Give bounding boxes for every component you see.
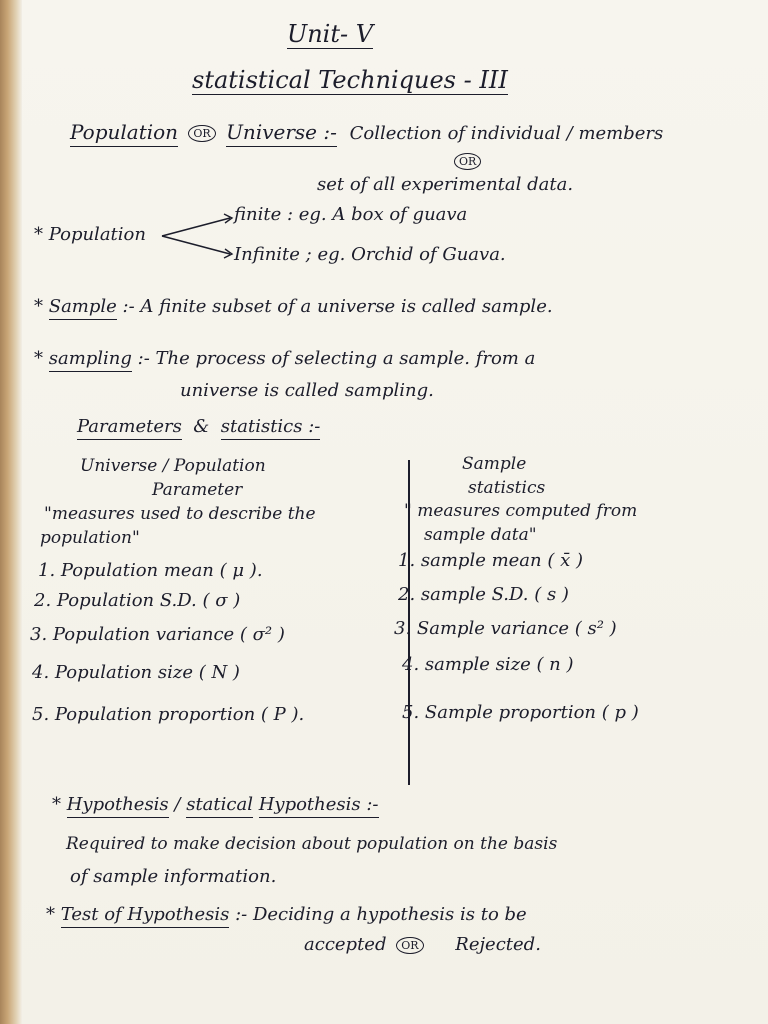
- test-def-line1: :- Deciding a hypothesis is to be: [235, 904, 527, 925]
- right-item-3: 3. Sample variance ( s² ): [394, 618, 617, 639]
- population-def-line2: set of all experimental data.: [317, 174, 574, 195]
- hypothesis-heading: * Hypothesis / statical Hypothesis :-: [52, 796, 379, 814]
- population-definition-line: [70, 122, 663, 143]
- right-heading-2: statistics: [468, 478, 546, 498]
- left-item-5: 5. Population proportion ( P ).: [32, 704, 305, 725]
- right-quote-line2: sample data": [424, 525, 537, 545]
- left-item-3: 3. Population variance ( σ² ): [30, 624, 285, 645]
- left-heading-1: Universe / Population: [80, 456, 266, 476]
- branch-arrows: [160, 206, 240, 266]
- hypothesis-line2: of sample information.: [70, 866, 277, 887]
- or-circle: OR: [188, 125, 215, 142]
- left-item-4: 4. Population size ( N ): [32, 662, 240, 683]
- test-hypothesis-line2: [304, 936, 541, 954]
- sampling-def-line1: :- The process of selecting a sample. from a: [137, 348, 536, 369]
- sample-definition: * Sample :- A finite subset of a universe is called sample.: [34, 298, 553, 316]
- rejected-word: Rejected.: [455, 934, 541, 955]
- right-item-2: 2. sample S.D. ( s ): [398, 584, 569, 605]
- right-item-4: 4. sample size ( n ): [402, 654, 574, 675]
- population-term: Population: [70, 120, 178, 147]
- infinite-example: Infinite ; eg. Orchid of Guava.: [234, 244, 506, 265]
- left-heading-2: Parameter: [152, 480, 243, 500]
- hypothesis-line1: Required to make decision about population on the basis: [66, 834, 558, 854]
- left-item-2: 2. Population S.D. ( σ ): [34, 590, 241, 611]
- test-hypothesis-line1: * Test of Hypothesis :- Deciding a hypothesis is to be: [46, 906, 527, 924]
- params-stats-heading: [77, 418, 320, 436]
- accepted-word: accepted: [304, 934, 387, 955]
- sample-term: Sample: [49, 296, 117, 320]
- right-quote-line1: " measures computed from: [404, 501, 638, 521]
- left-quote-line2: population": [40, 528, 140, 548]
- left-quote-line1: "measures used to describe the: [44, 504, 316, 524]
- finite-example: finite : eg. A box of guava: [234, 204, 468, 225]
- right-item-5: 5. Sample proportion ( p ): [402, 702, 639, 723]
- sampling-def-line2: universe is called sampling.: [180, 380, 434, 401]
- sampling-definition: * sampling :- The process of selecting a sample. from a: [34, 350, 535, 368]
- population-types-label: * Population: [34, 224, 146, 245]
- parameters-term: Parameters: [77, 416, 182, 440]
- test-term: Test of Hypothesis: [61, 904, 230, 928]
- unit-title: Unit- V: [287, 20, 374, 48]
- notebook-page: [22, 0, 768, 1024]
- left-item-1: 1. Population mean ( μ ).: [38, 560, 263, 581]
- notebook-spine: [0, 0, 22, 1024]
- sampling-term: sampling: [49, 348, 132, 372]
- statical-term: statical: [186, 794, 253, 818]
- topic-title: statistical Techniques - III: [192, 66, 508, 94]
- statistics-term: statistics :-: [221, 416, 321, 440]
- right-item-1: 1. sample mean ( x̄ ): [398, 550, 583, 571]
- right-heading-1: Sample: [462, 454, 527, 474]
- or-circle-3: OR: [396, 937, 423, 954]
- hypothesis-term: Hypothesis: [67, 794, 169, 818]
- universe-term: Universe :-: [226, 120, 337, 147]
- statical-hypothesis-term: Hypothesis :-: [259, 794, 379, 818]
- or-circle-2: OR: [450, 152, 485, 170]
- population-def-line1: Collection of individual / members: [349, 123, 664, 144]
- sample-def-text: :- A finite subset of a universe is called sample.: [122, 296, 553, 317]
- ampersand: &: [193, 416, 210, 437]
